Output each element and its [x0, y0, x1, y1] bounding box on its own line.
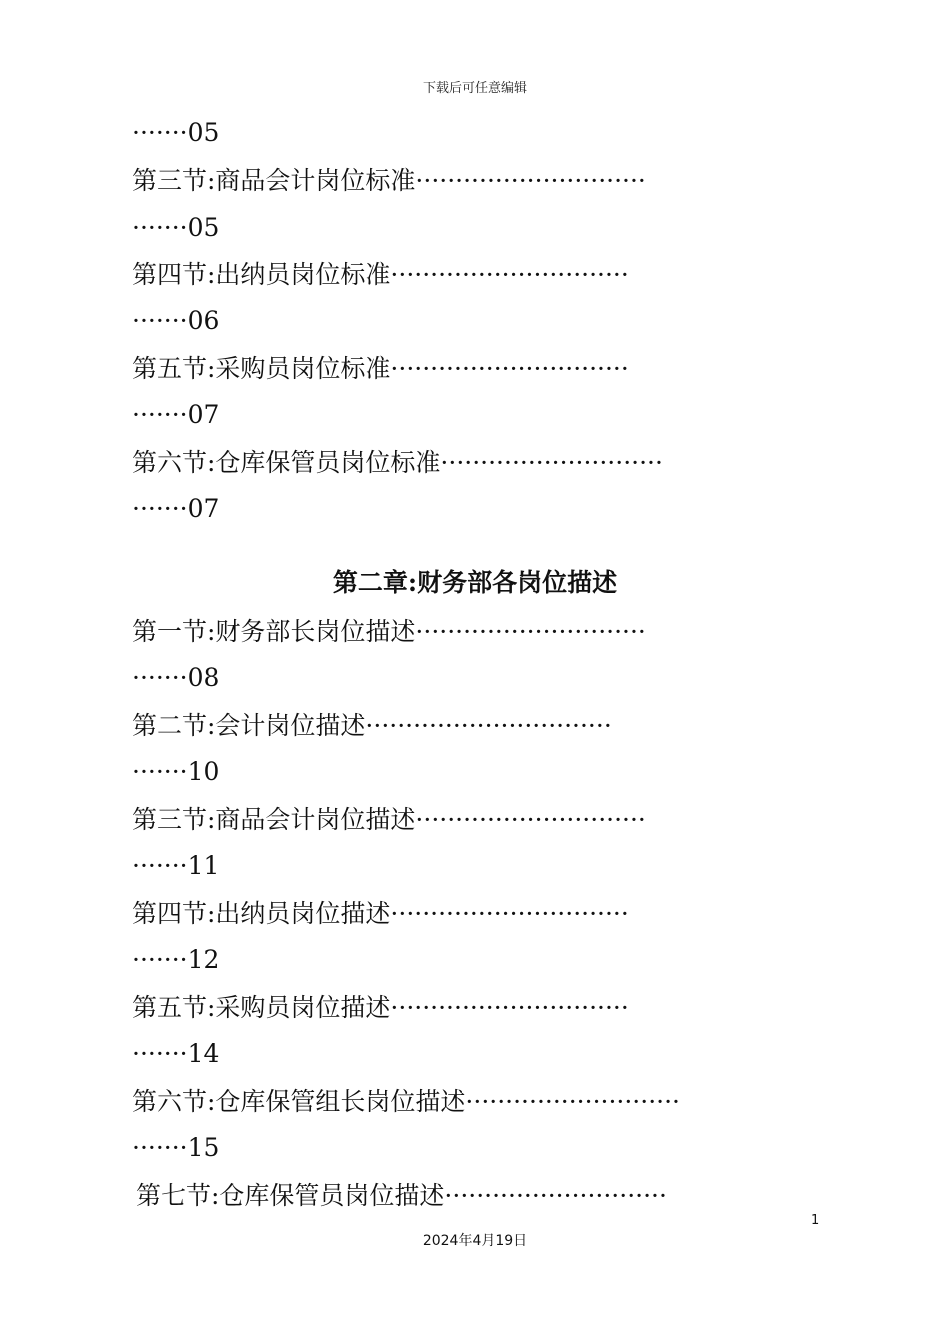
toc-entry: 第三节:商品会计岗位描述·····························: [132, 805, 646, 834]
toc-page-ref: ·······08: [132, 663, 220, 692]
page-header-note: 下载后可任意编辑: [422, 81, 527, 96]
toc-entry: 第五节:采购员岗位描述······························: [132, 993, 629, 1022]
toc-page-ref: ·······05: [132, 213, 220, 242]
toc-page-ref: ·······15: [132, 1133, 220, 1162]
toc-entry: 第一节:财务部长岗位描述·····························: [132, 617, 646, 646]
footer-date: 2024年4月19日: [422, 1233, 528, 1249]
chapter-title: 第二章:财务部各岗位描述: [332, 568, 618, 597]
toc-page-ref: ·······10: [132, 757, 220, 786]
toc-page-ref: ·······11: [132, 851, 220, 880]
toc-entry: 第七节:仓库保管员岗位描述····························: [136, 1181, 667, 1210]
toc-page-ref: ·······05: [132, 118, 220, 147]
toc-page-ref: ·······07: [132, 494, 220, 523]
toc-page-ref: ·······07: [132, 400, 220, 429]
toc-entry: 第三节:商品会计岗位标准·····························: [132, 166, 646, 195]
toc-page-ref: ·······06: [132, 306, 220, 335]
toc-entry: 第四节:出纳员岗位描述······························: [132, 899, 629, 928]
toc-entry: 第六节:仓库保管组长岗位描述···························: [132, 1087, 680, 1116]
toc-entry: 第二节:会计岗位描述·······························: [132, 711, 612, 740]
toc-entry: 第四节:出纳员岗位标准······························: [132, 260, 629, 289]
toc-page-ref: ·······12: [132, 945, 220, 974]
toc-entry: 第六节:仓库保管员岗位标准····························: [132, 448, 663, 477]
toc-page-ref: ·······14: [132, 1039, 220, 1068]
toc-entry: 第五节:采购员岗位标准······························: [132, 354, 629, 383]
page-number: 1: [811, 1213, 820, 1228]
